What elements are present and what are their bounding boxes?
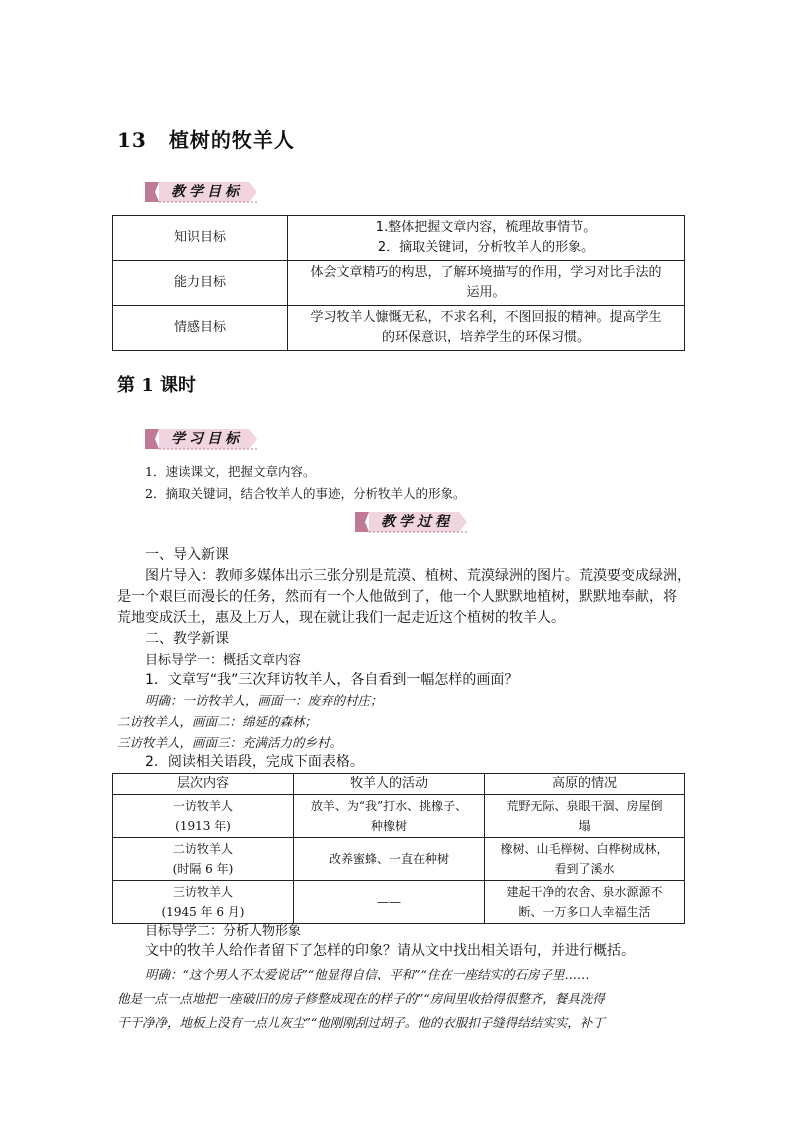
answer-line: 三访牧羊人，画面三：充满活力的乡村。 xyxy=(117,735,343,750)
cell: 放羊、为“我”打水、挑橡子、 种橡树 xyxy=(294,795,485,838)
objective-value: 体会文章精巧的构思，了解环境描写的作用，学习对比手法的 运用。 xyxy=(288,261,685,306)
teaching-goals-badge: 教学目标 xyxy=(145,180,253,202)
section-title: 第 1 课时 xyxy=(117,375,197,396)
intro-heading: 一、导入新课 xyxy=(145,547,229,563)
question-3: 文中的牧羊人给作者留下了怎样的印象？请从文中找出相关语句，并进行概括。 xyxy=(145,943,635,959)
table-row xyxy=(113,216,685,261)
visits-table xyxy=(112,773,685,924)
intro-paragraph-line: 是一个艰巨而漫长的任务，然而有一个人他做到了，他一个人默默地植树，默默地奉献，将 xyxy=(117,589,677,605)
guide-2: 目标导学二：分析人物形象 xyxy=(145,924,302,939)
table-header-row xyxy=(113,774,685,795)
objectives-table xyxy=(112,215,685,351)
learning-goal-2: 2．摘取关键词，结合牧羊人的事迹，分析牧羊人的形象。 xyxy=(145,486,466,501)
cell: 荒野无际、泉眼干涸、房屋倒 塌 xyxy=(485,795,685,838)
guide-1: 目标导学一：概括文章内容 xyxy=(145,653,302,668)
learning-goals-badge: 学习目标 xyxy=(145,427,253,449)
question-1: 1．文章写“我”三次拜访牧羊人，各自看到一幅怎样的画面？ xyxy=(145,672,519,688)
answer-line: 他是一点一点地把一座破旧的房子修整成现在的样子的”“房间里收拾得很整齐，餐具洗得 xyxy=(117,991,605,1006)
intro-paragraph-line: 荒地变成沃土，惠及上万人，现在就让我们一起走近这个植树的牧羊人。 xyxy=(117,610,565,626)
answer-line: 明确：“这个男人不太爱说话”“他显得自信、平和”“住在一座结实的石房子里…… xyxy=(145,967,590,982)
column-header: 高原的情况 xyxy=(485,774,685,795)
question-2: 2．阅读相关语段，完成下面表格。 xyxy=(145,754,364,770)
intro-paragraph-line: 图片导入：教师多媒体出示三张分别是荒漠、植树、荒漠绿洲的图片。荒漠要变成绿洲， xyxy=(145,568,691,584)
learning-goal-1: 1．速读课文，把握文章内容。 xyxy=(145,464,316,479)
teaching-process-badge: 教学过程 xyxy=(355,510,463,532)
lesson-title xyxy=(117,124,295,153)
table-row xyxy=(113,838,685,881)
cell: 橡树、山毛榉树、白桦树成林， 看到了溪水 xyxy=(485,838,685,881)
new-lesson-heading: 二、教学新课 xyxy=(145,631,229,647)
objective-value: 学习牧羊人慷慨无私，不求名利，不图回报的精神。提高学生 的环保意识，培养学生的环保习惯。 xyxy=(288,306,685,351)
column-header: 牧羊人的活动 xyxy=(294,774,485,795)
answer-line: 二访牧羊人，画面二：绵延的森林； xyxy=(117,714,318,729)
answer-line: 干干净净，地板上没有一点儿灰尘”“他刚刚刮过胡子。他的衣服扣子缝得结结实实，补丁 xyxy=(117,1015,605,1030)
cell: 改养蜜蜂、一直在种树 xyxy=(294,838,485,881)
objective-key: 能力目标 xyxy=(113,261,288,306)
cell: 三访牧羊人 (1945 年 6 月) xyxy=(113,881,294,924)
column-header: 层次内容 xyxy=(113,774,294,795)
cell: —— xyxy=(294,881,485,924)
cell: 一访牧羊人 (1913 年) xyxy=(113,795,294,838)
answer-line: 明确：一访牧羊人，画面一：废弃的村庄； xyxy=(145,693,383,708)
table-row xyxy=(113,261,685,306)
cell: 建起干净的农舍、泉水源源不 断、一万多口人幸福生活 xyxy=(485,881,685,924)
table-row xyxy=(113,881,685,924)
objective-value: 1.整体把握文章内容，梳理故事情节。 2．摘取关键词，分析牧羊人的形象。 xyxy=(288,216,685,261)
lesson-name: 植树的牧羊人 xyxy=(168,128,295,152)
table-row xyxy=(113,306,685,351)
lesson-number: 13 xyxy=(117,128,147,152)
cell: 二访牧羊人 (时隔 6 年) xyxy=(113,838,294,881)
objective-key: 情感目标 xyxy=(113,306,288,351)
table-row xyxy=(113,795,685,838)
objective-key: 知识目标 xyxy=(113,216,288,261)
